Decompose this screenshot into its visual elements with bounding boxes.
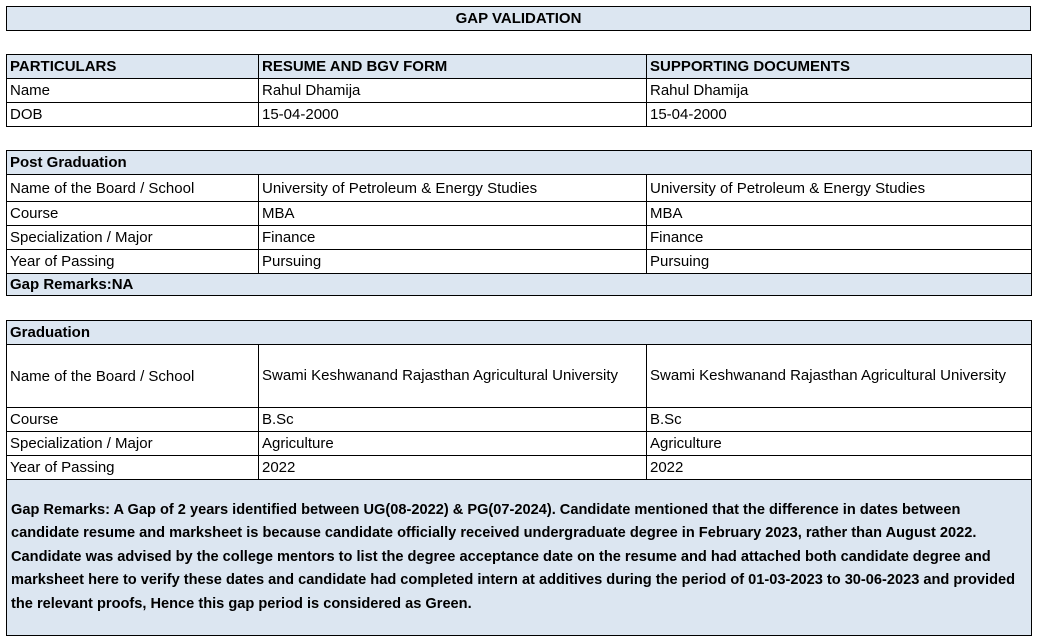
graduation-table xyxy=(6,320,1032,636)
resume-value: Rahul Dhamija xyxy=(259,79,647,103)
supporting-value: Pursuing xyxy=(647,250,1032,274)
page-title: GAP VALIDATION xyxy=(6,6,1031,31)
resume-value: 2022 xyxy=(259,456,647,480)
table-row xyxy=(7,175,1032,202)
row-label: Year of Passing xyxy=(7,250,259,274)
table-row xyxy=(7,202,1032,226)
supporting-value: Swami Keshwanand Rajasthan Agricultural University xyxy=(647,345,1032,408)
resume-value: Pursuing xyxy=(259,250,647,274)
row-label: DOB xyxy=(7,103,259,127)
supporting-value: 2022 xyxy=(647,456,1032,480)
section-heading: Post Graduation xyxy=(7,151,1032,175)
supporting-value: B.Sc xyxy=(647,408,1032,432)
row-label: Name of the Board / School xyxy=(7,345,259,408)
section-heading-row xyxy=(7,321,1032,345)
table-row xyxy=(7,408,1032,432)
section-heading: Graduation xyxy=(7,321,1032,345)
header-resume: RESUME AND BGV FORM xyxy=(259,55,647,79)
table-row xyxy=(7,432,1032,456)
gap-remarks-row xyxy=(7,480,1032,636)
resume-value: B.Sc xyxy=(259,408,647,432)
row-label: Specialization / Major xyxy=(7,226,259,250)
table-row xyxy=(7,103,1032,127)
row-label: Year of Passing xyxy=(7,456,259,480)
row-label: Course xyxy=(7,408,259,432)
resume-value: University of Petroleum & Energy Studies xyxy=(259,175,647,202)
resume-value: Finance xyxy=(259,226,647,250)
supporting-value: 15-04-2000 xyxy=(647,103,1032,127)
supporting-value: Rahul Dhamija xyxy=(647,79,1032,103)
supporting-value: MBA xyxy=(647,202,1032,226)
row-label: Course xyxy=(7,202,259,226)
gap-remarks: Gap Remarks: A Gap of 2 years identified between UG(08-2022) & PG(07-2024). Candidate mentioned that the difference in dates between candidate resume and marksheet is because candidate officially received undergraduate degree in February 2023, rather than August 2022. Candidate was advised by the college mentors to list the degree acceptance date on the resume and had attached both candidate degree and marksheet here to verify these dates and candidate had completed intern at additives during the period of 01-03-2023 to 30-06-2023 and provided the relevant proofs, Hence this gap period is considered as Green. xyxy=(7,480,1032,636)
table-row xyxy=(7,456,1032,480)
section-heading-row xyxy=(7,151,1032,175)
table-row xyxy=(7,226,1032,250)
resume-value: MBA xyxy=(259,202,647,226)
resume-value: Swami Keshwanand Rajasthan Agricultural University xyxy=(259,345,647,408)
table-row xyxy=(7,345,1032,408)
personal-table xyxy=(6,54,1032,127)
supporting-value: University of Petroleum & Energy Studies xyxy=(647,175,1032,202)
gap-remarks: Gap Remarks:NA xyxy=(7,274,1032,296)
table-row xyxy=(7,79,1032,103)
header-row xyxy=(7,55,1032,79)
resume-value: Agriculture xyxy=(259,432,647,456)
gap-remarks-row xyxy=(7,274,1032,296)
row-label: Specialization / Major xyxy=(7,432,259,456)
table-row xyxy=(7,250,1032,274)
post-graduation-table xyxy=(6,150,1032,296)
header-particulars: PARTICULARS xyxy=(7,55,259,79)
supporting-value: Agriculture xyxy=(647,432,1032,456)
supporting-value: Finance xyxy=(647,226,1032,250)
row-label: Name xyxy=(7,79,259,103)
resume-value: 15-04-2000 xyxy=(259,103,647,127)
header-supporting: SUPPORTING DOCUMENTS xyxy=(647,55,1032,79)
row-label: Name of the Board / School xyxy=(7,175,259,202)
